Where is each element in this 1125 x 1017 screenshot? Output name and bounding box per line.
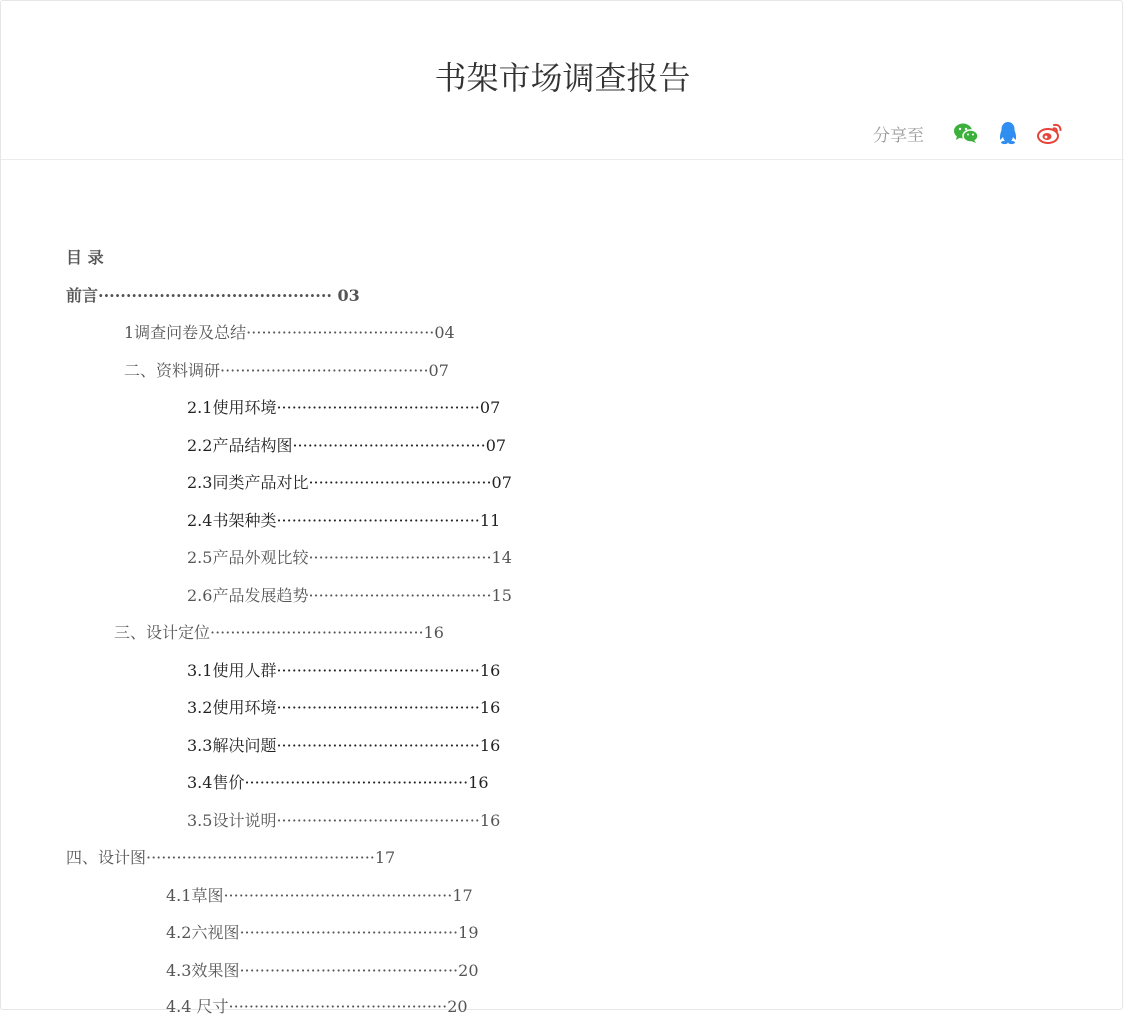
- toc-entry: 4.2六视图···········································19: [166, 923, 479, 942]
- toc-entry: 3.4售价············································16: [187, 773, 489, 792]
- toc-entry: 2.3同类产品对比····································07: [187, 473, 512, 492]
- toc-entry: 3.2使用环境········································16: [187, 698, 501, 717]
- share-label: 分享至: [873, 125, 924, 146]
- toc-entry: 二、资料调研·········································07: [124, 361, 449, 380]
- toc-entry: 2.4书架种类········································11: [187, 511, 501, 530]
- toc-entry: 4.1草图·············································17: [166, 886, 473, 905]
- wechat-icon: [953, 122, 979, 144]
- page-title: 书架市场调查报告: [434, 59, 691, 97]
- toc-entry: 2.1使用环境········································07: [187, 398, 501, 417]
- toc-entry: 四、设计图·············································17: [66, 848, 396, 867]
- toc-entry: 1调查问卷及总结·····································04: [124, 323, 455, 342]
- report-header: [1, 1, 1124, 160]
- report-body: [0, 160, 1123, 1016]
- wechat-share-button[interactable]: [952, 119, 980, 147]
- toc-entry: 前言·········································· 03: [66, 286, 360, 305]
- weibo-icon: [1037, 122, 1063, 144]
- toc-entry: 3.5设计说明········································16: [187, 811, 501, 830]
- toc-entry: 2.2产品结构图······································07: [187, 436, 507, 455]
- toc-entry: 3.1使用人群········································16: [187, 661, 501, 680]
- qq-icon: [997, 121, 1019, 145]
- share-bar: [873, 119, 1064, 147]
- weibo-share-button[interactable]: [1036, 119, 1064, 147]
- toc-entry: 4.3效果图···········································20: [166, 961, 479, 980]
- toc-entry: 3.3解决问题········································16: [187, 736, 501, 755]
- qq-share-button[interactable]: [994, 119, 1022, 147]
- toc-heading: 目 录: [66, 248, 104, 267]
- toc-entry: 2.5产品外观比较····································14: [187, 548, 512, 567]
- toc-entry: 4.4 尺寸···········································20: [166, 997, 468, 1016]
- toc-entry: 2.6产品发展趋势····································15: [187, 586, 512, 605]
- toc-entry: 三、设计定位··········································16: [114, 623, 444, 642]
